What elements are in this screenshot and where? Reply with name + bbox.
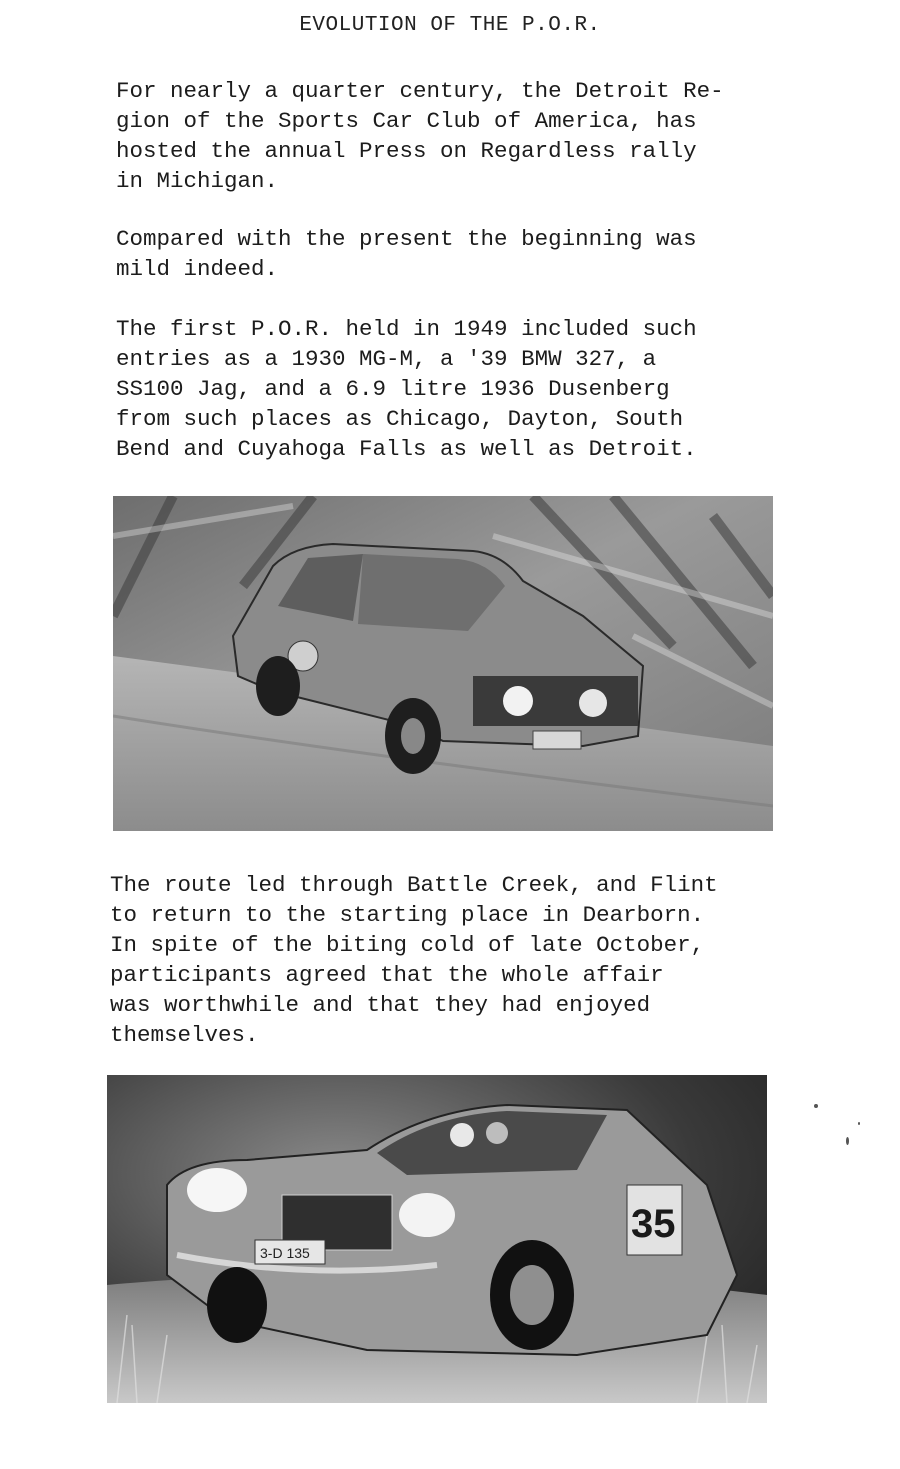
paragraph-beginning: Compared with the present the beginning was mild indeed. bbox=[116, 226, 697, 282]
coupe-door-number: 35 bbox=[631, 1202, 676, 1246]
rally-sedan-photo bbox=[113, 496, 773, 831]
rally-coupe-illustration bbox=[107, 1075, 767, 1403]
paragraph-intro: For nearly a quarter century, the Detroit Re- gion of the Sports Car Club of America, has hosted the annual Press on Regardless rally in Michigan. bbox=[116, 78, 724, 194]
scan-speck bbox=[858, 1122, 860, 1125]
paragraph-first-por: The first P.O.R. held in 1949 included such entries as a 1930 MG-M, a '39 BMW 327, a SS100 Jag, and a 6.9 litre 1936 Dusenberg from such places as Chicago, Dayton, South Bend and Cuyahoga Falls as well as Detroit. bbox=[116, 316, 697, 462]
scan-speck bbox=[814, 1104, 818, 1108]
paragraph-route: The route led through Battle Creek, and Flint to return to the starting place in Dearborn. In spite of the biting cold of late October, participants agreed that the whole affair was worthwhile and that they had enjoyed themselves. bbox=[110, 872, 718, 1048]
coupe-license-plate: 3-D 135 bbox=[260, 1245, 310, 1261]
scan-speck bbox=[846, 1137, 849, 1145]
page-title: EVOLUTION OF THE P.O.R. bbox=[299, 14, 601, 37]
rally-sedan-illustration bbox=[113, 496, 773, 831]
rally-coupe-photo bbox=[107, 1075, 767, 1403]
